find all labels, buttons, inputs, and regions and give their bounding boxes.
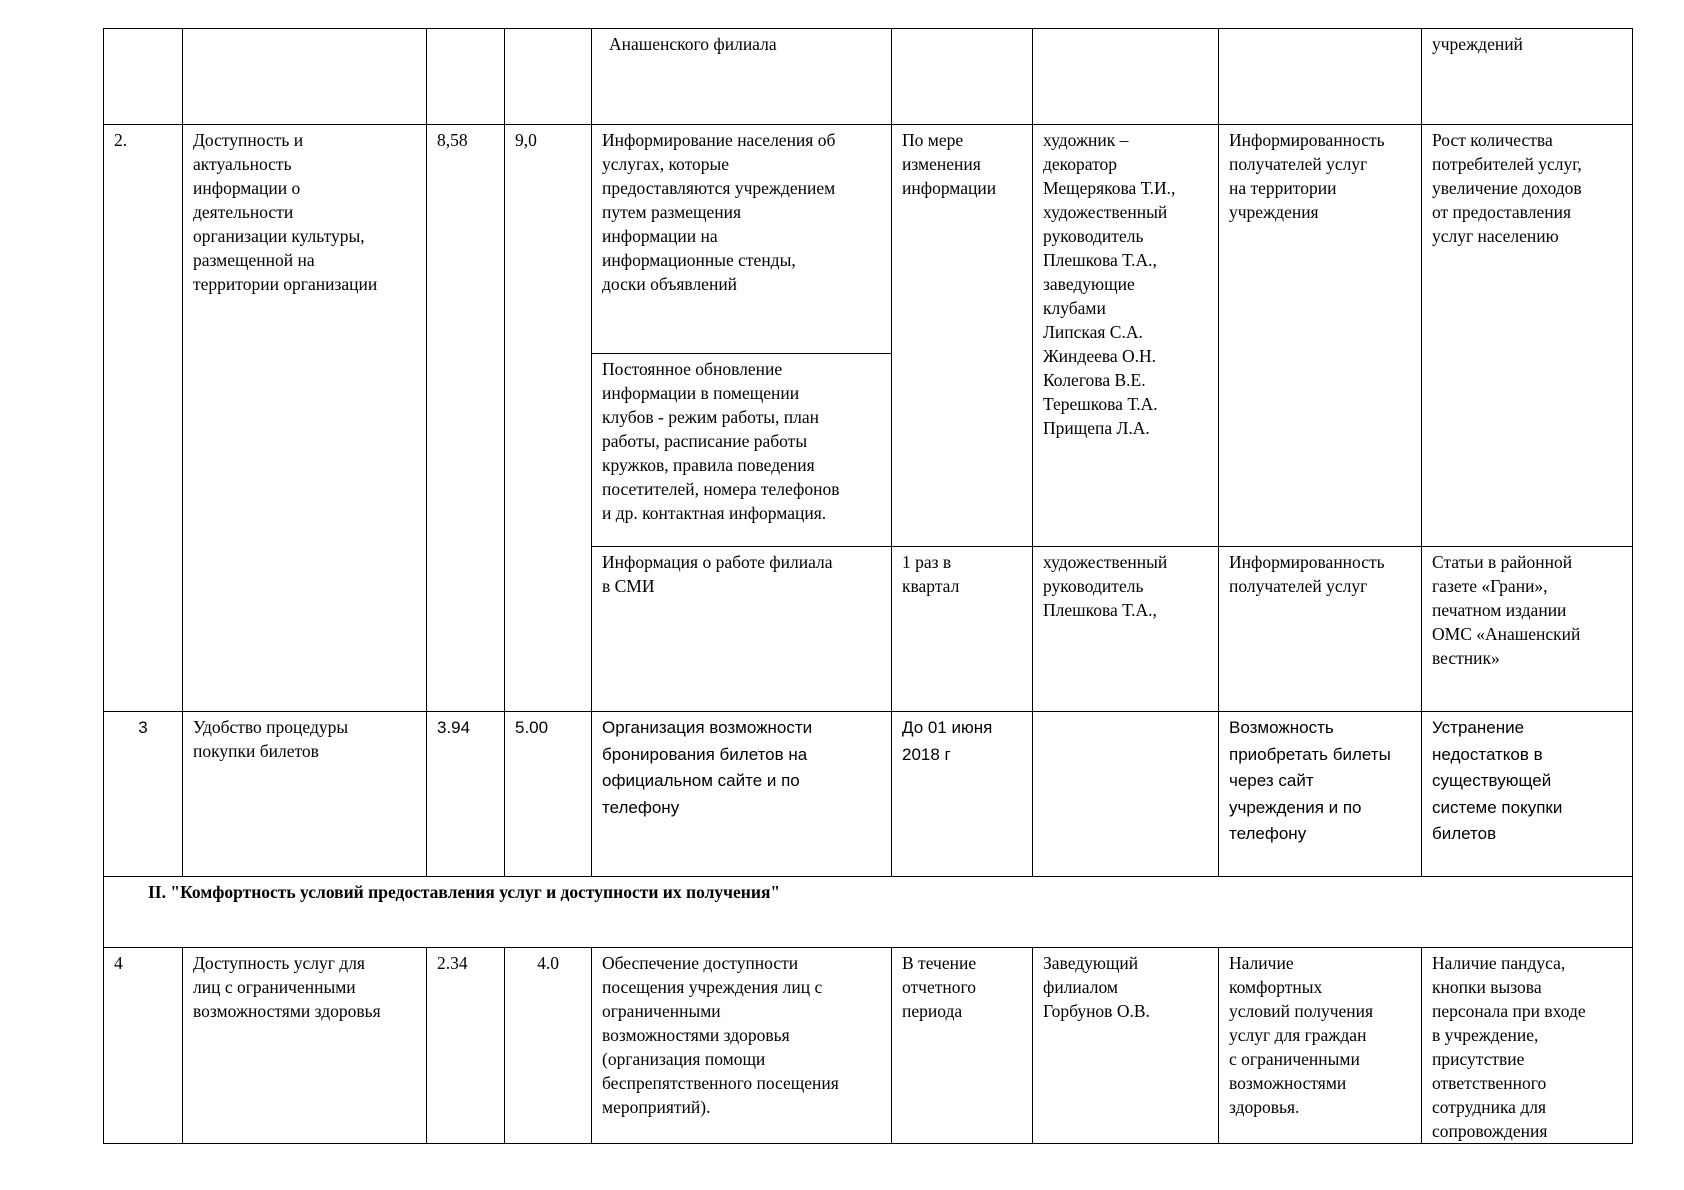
cell-score-max xyxy=(505,712,592,877)
cell-criterion xyxy=(183,712,427,877)
cell-score-current xyxy=(427,125,505,712)
responsible-text: художник – декоратор Мещерякова Т.И., художественный руководитель Плешкова Т.А., заведующие клубами Липская С.А. Жиндеева О.Н. Колегова В.Е. Терешкова Т.А. Прищепа Л.А. xyxy=(1043,130,1176,438)
cell-criterion xyxy=(183,125,427,712)
cell-criterion xyxy=(183,29,427,125)
cell-score-current xyxy=(427,29,505,125)
section-title: II. "Комфортность условий предоставления услуг и доступности их получения" xyxy=(148,882,781,902)
row-number: 3 xyxy=(138,718,148,737)
plan-table xyxy=(103,28,1633,1144)
result-text: Статьи в районной газете «Грани», печатном издании ОМС «Анашенский вестник» xyxy=(1432,552,1581,668)
result-text: Устранение недостатков в существующей системе покупки билетов xyxy=(1432,718,1563,843)
cell-responsible xyxy=(1033,712,1219,877)
score-current: 3.94 xyxy=(437,718,471,737)
cell-result xyxy=(1422,547,1633,712)
cell-score-current xyxy=(427,948,505,1144)
cell-deadline xyxy=(892,547,1033,712)
table-row xyxy=(104,712,1633,877)
cell-measure xyxy=(592,547,892,712)
criterion-text: Доступность услуг для лиц с ограниченными возможностями здоровья xyxy=(193,953,381,1021)
cell-result xyxy=(1422,948,1633,1144)
cell-indicator xyxy=(1219,29,1422,125)
deadline-text: 1 раз в квартал xyxy=(902,552,960,596)
row-number: 4 xyxy=(114,953,123,973)
cell-result xyxy=(1422,125,1633,547)
cell-responsible xyxy=(1033,29,1219,125)
cell-deadline xyxy=(892,125,1033,547)
indicator-text: Информированность получателей услуг на территории учреждения xyxy=(1229,130,1385,222)
section-row xyxy=(104,877,1633,948)
cell-num xyxy=(104,712,183,877)
measure-text: Постоянное обновление информации в помещении клубов - режим работы, план работы, расписание работы кружков, правила поведения посетителей, номера телефонов и др. контактная информация. xyxy=(602,359,840,523)
responsible-text xyxy=(1033,712,1218,715)
cell-deadline xyxy=(892,29,1033,125)
cell-num xyxy=(104,125,183,712)
cell-score-max xyxy=(505,125,592,712)
cell-result xyxy=(1422,29,1633,125)
cell-result xyxy=(1422,712,1633,877)
measure-text: Информирование населения об услугах, которые предоставляются учреждением путем размещения информации на информационные стенды, доски объявлений xyxy=(602,130,836,294)
result-text: Рост количества потребителей услуг, увеличение доходов от предоставления услуг населению xyxy=(1432,130,1582,246)
cell-num xyxy=(104,948,183,1144)
result-text: учреждений xyxy=(1432,34,1523,54)
measure-text: Информация о работе филиала в СМИ xyxy=(602,552,833,596)
cell-score-max xyxy=(505,948,592,1144)
cell-deadline xyxy=(892,712,1033,877)
score-current: 8,58 xyxy=(437,130,468,150)
cell-indicator xyxy=(1219,125,1422,547)
row-number: 2. xyxy=(114,130,128,150)
score-max: 5.00 xyxy=(515,718,549,737)
table-row xyxy=(104,948,1633,1144)
cell-score-max xyxy=(505,29,592,125)
table-row xyxy=(104,125,1633,354)
cell-responsible xyxy=(1033,125,1219,547)
score-current: 2.34 xyxy=(437,953,468,973)
table-row xyxy=(104,29,1633,125)
indicator-text: Возможность приобретать билеты через сайт учреждения и по телефону xyxy=(1229,718,1391,843)
cell-responsible xyxy=(1033,547,1219,712)
deadline-text: В течение отчетного периода xyxy=(902,953,977,1021)
responsible-text: художественный руководитель Плешкова Т.А., xyxy=(1043,552,1168,620)
cell-deadline xyxy=(892,948,1033,1144)
measure-text: Обеспечение доступности посещения учреждения лиц с ограниченными возможностями здоровья (организация помощи беспрепятственного посещения мероприятий). xyxy=(602,953,839,1117)
cell-measure xyxy=(592,29,892,125)
result-text: Наличие пандуса, кнопки вызова персонала при входе в учреждение, присутствие ответственного сотрудника для сопровождения xyxy=(1432,953,1586,1141)
cell-num xyxy=(104,29,183,125)
cell-indicator xyxy=(1219,948,1422,1144)
cell-measure xyxy=(592,712,892,877)
deadline-text: По мере изменения информации xyxy=(902,130,997,198)
score-max: 4.0 xyxy=(537,953,559,973)
cell-measure xyxy=(592,948,892,1144)
cell-indicator xyxy=(1219,547,1422,712)
cell-score-current xyxy=(427,712,505,877)
responsible-text: Заведующий филиалом Горбунов О.В. xyxy=(1043,953,1150,1021)
indicator-text: Наличие комфортных условий получения услуг для граждан с ограниченными возможностями здоровья. xyxy=(1229,953,1374,1117)
cell-measure xyxy=(592,354,892,547)
cell-indicator xyxy=(1219,712,1422,877)
criterion-text: Доступность и актуальность информации о деятельности организации культуры, размещенной на территории организации xyxy=(193,130,378,294)
deadline-text: До 01 июня 2018 г xyxy=(902,718,993,764)
measure-text: Организация возможности бронирования билетов на официальном сайте и по телефону xyxy=(602,718,813,817)
cell-responsible xyxy=(1033,948,1219,1144)
criterion-text: Удобство процедуры покупки билетов xyxy=(193,717,349,761)
cell-criterion xyxy=(183,948,427,1144)
section-cell xyxy=(104,877,1633,948)
cell-measure xyxy=(592,125,892,354)
measure-text: Анашенского филиала xyxy=(609,34,777,54)
indicator-text: Информированность получателей услуг xyxy=(1229,552,1385,596)
score-max: 9,0 xyxy=(515,130,537,150)
